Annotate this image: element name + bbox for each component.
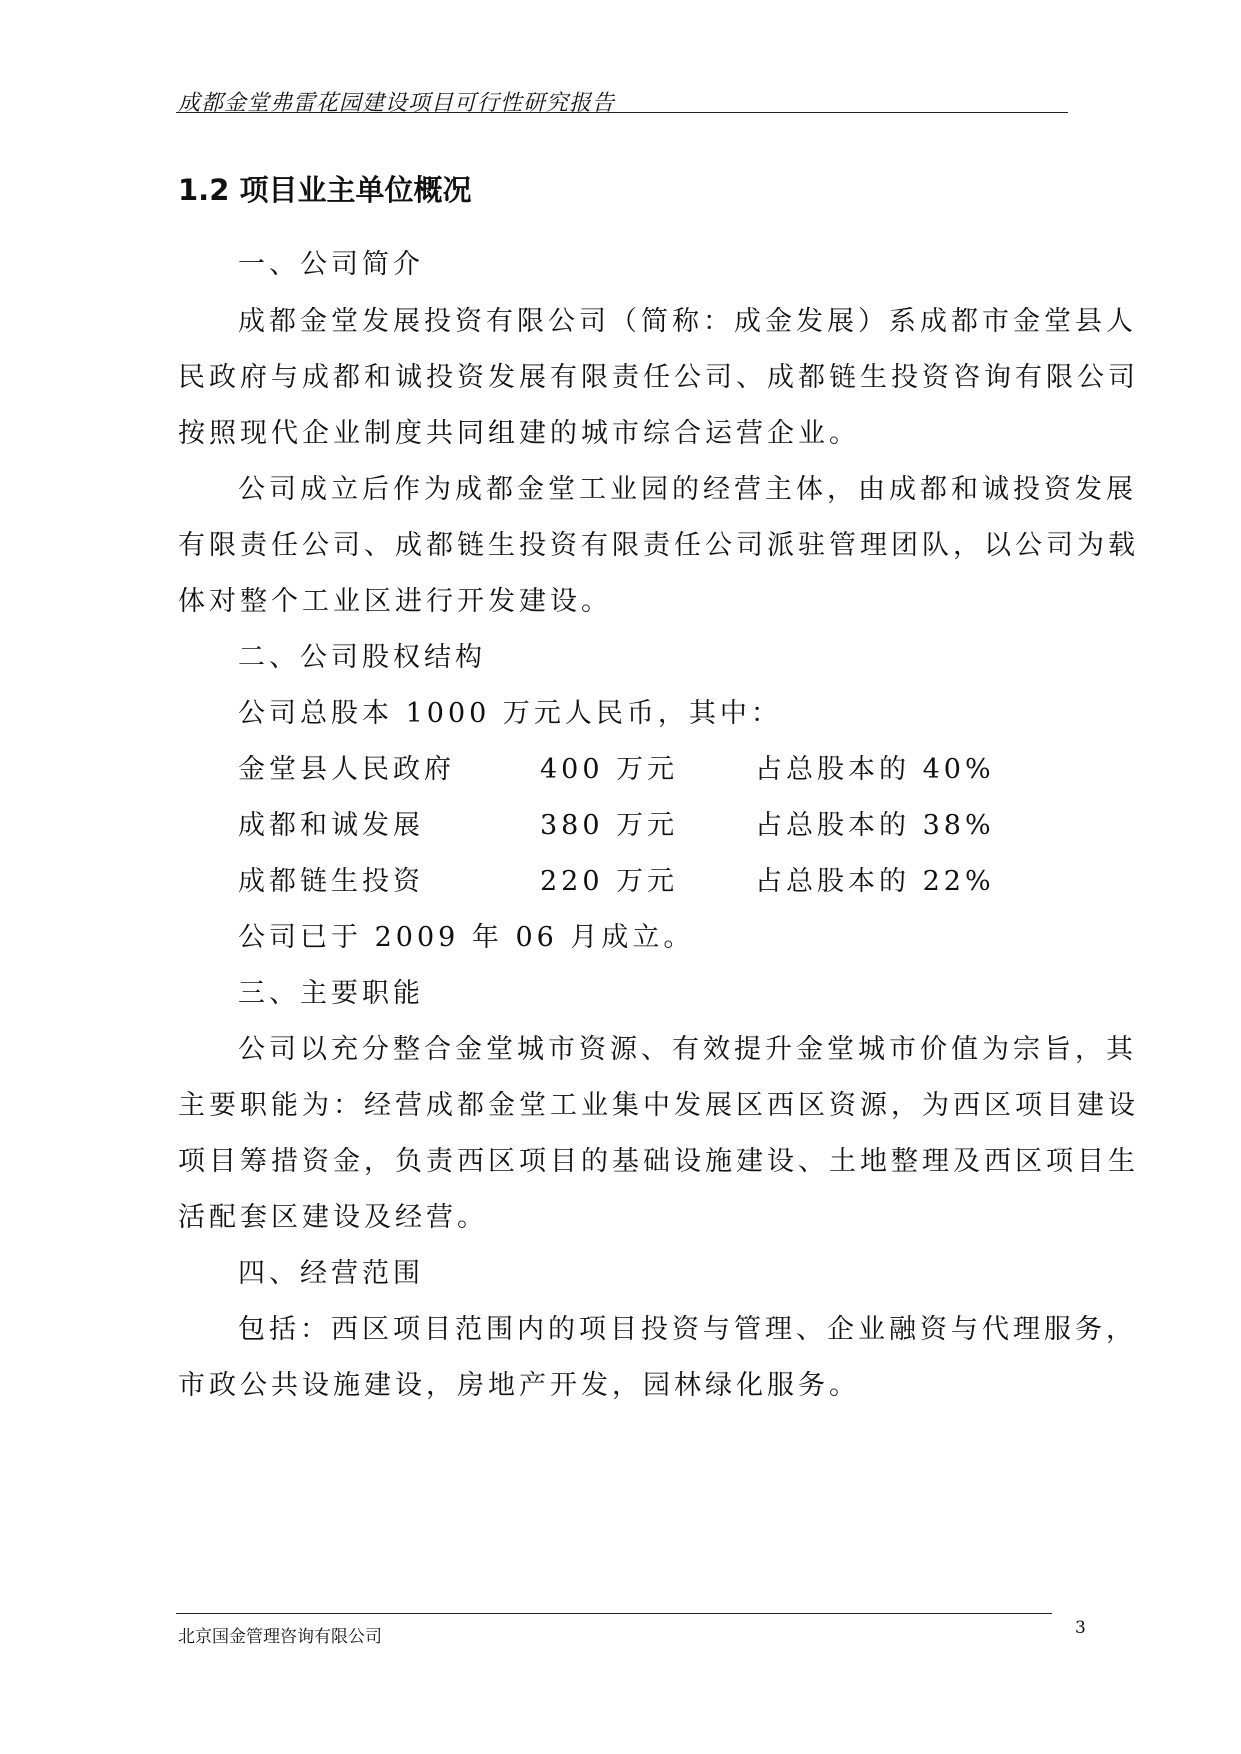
paragraph-line: 包括：西区项目范围内的项目投资与管理、企业融资与代理服务，	[238, 1314, 1137, 1345]
shareholder-name: 金堂县人民政府	[238, 754, 455, 785]
section-heading: 1.2 项目业主单位概况	[178, 173, 472, 207]
footer-rule	[176, 1613, 1052, 1614]
paragraph-line: 有限责任公司、成都链生投资有限责任公司派驻管理团队，以公司为载	[178, 530, 1139, 561]
founded-line: 公司已于 2009 年 06 月成立。	[238, 922, 695, 953]
paragraph-line: 公司以充分整合金堂城市资源、有效提升金堂城市价值为宗旨，其	[238, 1034, 1137, 1065]
paragraph-line: 民政府与成都和诚投资发展有限责任公司、成都链生投资咨询有限公司	[178, 362, 1139, 393]
scope-heading: 四、经营范围	[238, 1258, 424, 1289]
shareholder-share: 占总股本的 40%	[755, 754, 995, 785]
equity-heading: 二、公司股权结构	[238, 642, 486, 673]
shareholder-amount: 380 万元	[540, 810, 679, 841]
paragraph-line: 公司成立后作为成都金堂工业园的经营主体，由成都和诚投资发展	[238, 474, 1137, 505]
shareholder-amount: 220 万元	[540, 866, 679, 897]
paragraph-line: 成都金堂发展投资有限公司（简称：成金发展）系成都市金堂县人	[238, 306, 1137, 337]
footer-company: 北京国金管理咨询有限公司	[178, 1627, 382, 1647]
paragraph-line: 项目筹措资金，负责西区项目的基础设施建设、土地整理及西区项目生	[178, 1146, 1139, 1177]
functions-heading: 三、主要职能	[238, 978, 424, 1009]
shareholder-name: 成都链生投资	[238, 866, 424, 897]
shareholder-amount: 400 万元	[540, 754, 679, 785]
paragraph-line: 活配套区建设及经营。	[178, 1202, 488, 1233]
page-number: 3	[1075, 1618, 1086, 1638]
header-title: 成都金堂弗雷花园建设项目可行性研究报告	[178, 91, 616, 116]
shareholder-name: 成都和诚发展	[238, 810, 424, 841]
paragraph-line: 主要职能为：经营成都金堂工业集中发展区西区资源，为西区项目建设	[178, 1090, 1139, 1121]
paragraph-line: 市政公共设施建设，房地产开发，园林绿化服务。	[178, 1370, 860, 1401]
paragraph-line: 按照现代企业制度共同组建的城市综合运营企业。	[178, 418, 860, 449]
paragraph-line: 体对整个工业区进行开发建设。	[178, 586, 612, 617]
header-rule	[176, 112, 1068, 113]
equity-total: 公司总股本 1000 万元人民币，其中：	[238, 698, 782, 729]
shareholder-share: 占总股本的 38%	[755, 810, 995, 841]
shareholder-share: 占总股本的 22%	[755, 866, 995, 897]
intro-heading: 一、公司简介	[238, 249, 424, 280]
